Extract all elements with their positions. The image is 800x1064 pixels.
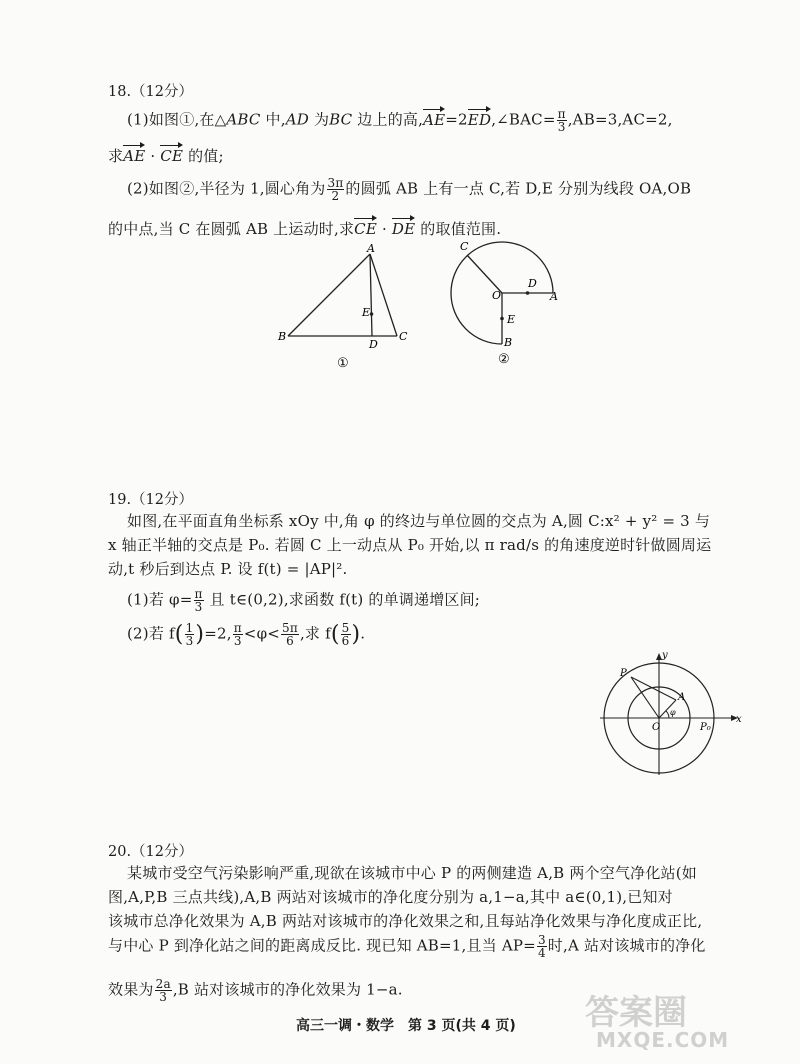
q20-line2: 图,A,P,B 三点共线),A,B 两站对该城市的净化度分别为 a,1−a,其中 a∈(0,1),已知对 xyxy=(108,888,673,906)
fig2-label-d: D xyxy=(528,277,537,290)
fig2-caption: ② xyxy=(498,352,510,367)
q18-part1-line1: (1)如图①,在△ABC 中,AD 为BC 边上的高,AE=2ED,∠BAC= $\frac{\pi}{3}$ ,AB=3,AC=2, xyxy=(127,107,673,134)
q19-line2: x 轴正半轴的交点是 P₀. 若圆 C 上一动点从 P₀ 开始,以 π rad/s 的角速度逆时针做圆周运 xyxy=(108,536,712,554)
fig3-label-p0: P₀ xyxy=(700,722,711,733)
fig3-label-p: P xyxy=(620,668,627,679)
fig3-label-y: y xyxy=(662,650,668,661)
figure-2-arc xyxy=(440,238,570,373)
q19-number: 19.（12分） xyxy=(108,492,194,508)
page-footer: 高三一调・数学 第 3 页(共 4 页) xyxy=(296,1018,516,1034)
vector-ae: AE xyxy=(423,110,446,129)
q19-line3: 动,t 秒后到达点 P. 设 f(t) = |AP|². xyxy=(108,560,348,578)
fig1-label-a: A xyxy=(367,242,375,255)
q20-line4: 与中心 P 到净化站之间的距离成反比. 现已知 AB=1,且当 AP= $\frac{3}{4}$ 时,A 站对该城市的净化 xyxy=(108,933,706,960)
fig3-label-x: x xyxy=(736,714,742,725)
q20-line1: 某城市受空气污染影响严重,现欲在该城市中心 P 的两侧建造 A,B 两个空气净化站(如 xyxy=(127,864,698,882)
fig3-label-o: O xyxy=(652,722,661,733)
fig1-caption: ① xyxy=(337,356,349,371)
q19-sub2: (2)若 f( $\frac{1}{3}$ )=2, $\frac{\pi}{3}$ <φ< $\frac{5\pi}{6}$ ,求 f( $\frac{5}{6}$ ). xyxy=(127,621,366,648)
q19-line1: 如图,在平面直角坐标系 xOy 中,角 φ 的终边与单位圆的交点为 A,圆 C:x² + y² = 3 与 xyxy=(127,512,711,530)
fig1-label-b: B xyxy=(278,330,287,343)
q19-sub1: (1)若 φ= $\frac{\pi}{3}$ 且 t∈(0,2),求函数 f(t) 的单调递增区间; xyxy=(127,587,481,614)
fig3-label-phi: φ xyxy=(670,708,676,717)
q18-part2-line2: 的中点,当 C 在圆弧 AB 上运动时,求CE · DE 的取值范围. xyxy=(108,220,502,238)
q20-line3: 该城市总净化效果为 A,B 两站对该城市的净化效果之和,且每站净化效果与净化度成正比, xyxy=(108,912,703,930)
watermark-logo: 答案圈 xyxy=(585,993,687,1033)
figure-q19-circles xyxy=(595,650,745,780)
q20-line5: 效果为 $\frac{2a}{3}$ ,B 站对该城市的净化效果为 1−a. xyxy=(108,977,403,1004)
watermark-url: MXQE.COM xyxy=(596,1028,730,1052)
vector-ed: ED xyxy=(467,110,492,129)
figure-1-triangle xyxy=(275,240,425,375)
q18-part1-line2: 求AE · CE 的值; xyxy=(108,147,224,165)
fig2-label-o: O xyxy=(492,289,502,302)
fig2-label-c: C xyxy=(460,240,469,253)
q18-part2-line1: (2)如图②,半径为 1,圆心角为 $\frac{3\pi}{2}$ 的圆弧 AB 上有一点 C,若 D,E 分别为线段 OA,OB xyxy=(127,176,692,203)
fig1-label-d: D xyxy=(369,338,378,351)
q18-number: 18.（12分） xyxy=(108,84,194,100)
fig1-label-e: E xyxy=(362,306,371,319)
fig2-label-a: A xyxy=(550,290,558,303)
fig1-label-c: C xyxy=(399,330,408,343)
q20-number: 20.（12分） xyxy=(108,844,194,860)
fig2-label-b: B xyxy=(504,336,513,349)
fig2-label-e: E xyxy=(507,313,516,326)
fig3-label-a: A xyxy=(678,692,686,703)
